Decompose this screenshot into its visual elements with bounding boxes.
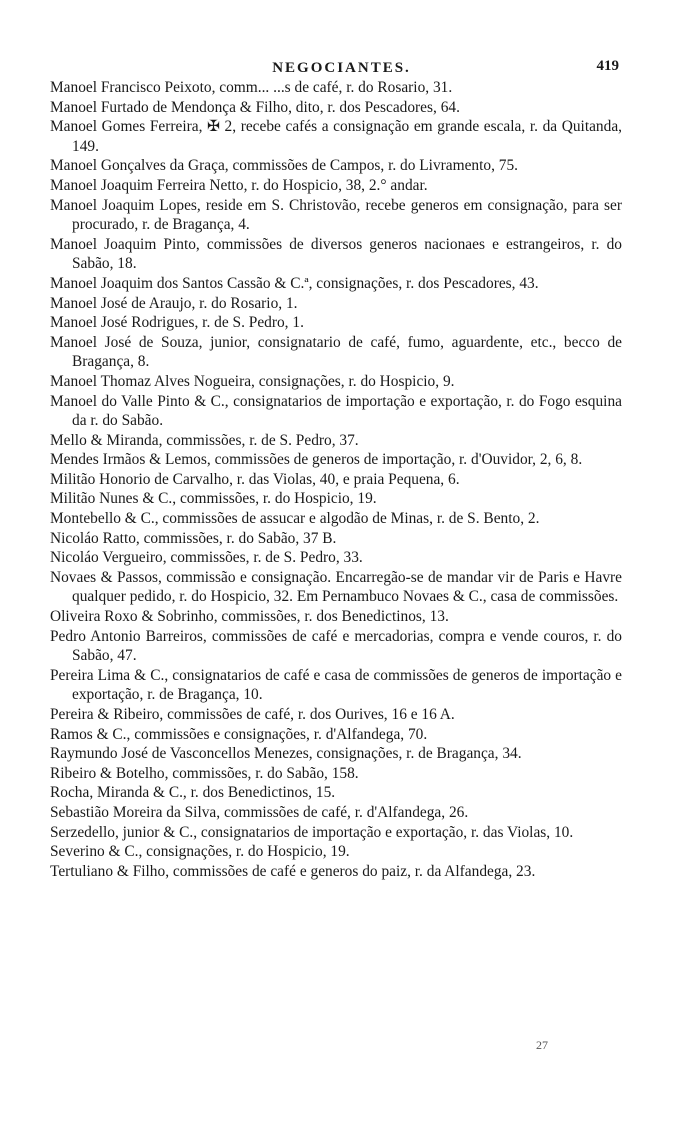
directory-entry: Nicoláo Ratto, commissões, r. do Sabão, 37 B. [50, 529, 337, 547]
directory-entry: Rocha, Miranda & C., r. dos Benedictinos, 15. [50, 784, 336, 802]
directory-entry: Manoel Joaquim Lopes, reside em S. Christovão, recebe generos em consignação, para ser procurado, r. de Bragança, 4. [50, 196, 622, 234]
directory-entry: Manoel Francisco Peixoto, comm... ...s de café, r. do Rosario, 31. [50, 79, 453, 96]
directory-entry: Raymundo José de Vasconcellos Menezes, consignações, r. de Bragança, 34. [50, 745, 522, 763]
directory-entry: Manoel do Valle Pinto & C., consignatarios de importação e exportação, r. do Fogo esquina da r. do Sabão. [50, 392, 622, 430]
page-number: 419 [596, 58, 619, 74]
directory-entry: Militão Nunes & C., commissões, r. do Hospicio, 19. [50, 490, 377, 508]
directory-entry: Nicoláo Vergueiro, commissões, r. de S. Pedro, 33. [50, 549, 363, 567]
directory-entry: Manoel José Rodrigues, r. de S. Pedro, 1. [50, 314, 304, 332]
directory-entry: Manoel Joaquim Pinto, commissões de diversos generos nacionaes e estrangeiros, r. do Sabão, 18. [50, 235, 622, 273]
directory-entry: Ribeiro & Botelho, commissões, r. do Sabão, 158. [50, 764, 359, 782]
directory-entry: Severino & C., consignações, r. do Hospicio, 19. [50, 843, 350, 861]
signature-mark: 27 [536, 1038, 548, 1052]
directory-entry: Serzedello, junior & C., consignatarios de importação e exportação, r. das Violas, 10. [50, 823, 574, 841]
directory-entry: Pedro Antonio Barreiros, commissões de café e mercadorias, compra e vende couros, r. do Sabão, 47. [50, 627, 622, 665]
page-header [0, 58, 683, 80]
directory-entry: Manoel Thomaz Alves Nogueira, consignações, r. do Hospicio, 9. [50, 372, 455, 390]
directory-entry: Tertuliano & Filho, commissões de café e generos do paiz, r. da Alfandega, 23. [50, 862, 536, 880]
directory-entry: Mendes Irmãos & Lemos, commissões de generos de importação, r. d'Ouvidor, 2, 6, 8. [50, 451, 583, 469]
directory-entry: Manoel José de Araujo, r. do Rosario, 1. [50, 294, 298, 312]
directory-entry: Manoel Gomes Ferreira, ✠ 2, recebe cafés a consignação em grande escala, r. da Quitanda, 149. [50, 118, 622, 155]
directory-entry: Montebello & C., commissões de assucar e algodão de Minas, r. de S. Bento, 2. [50, 510, 540, 528]
directory-entry: Sebastião Moreira da Silva, commissões de café, r. d'Alfandega, 26. [50, 803, 469, 821]
directory-entry: Militão Honorio de Carvalho, r. das Violas, 40, e praia Pequena, 6. [50, 470, 460, 488]
directory-entry: Manoel Joaquim Ferreira Netto, r. do Hospicio, 38, 2.° andar. [50, 176, 428, 194]
directory-entry: Mello & Miranda, commissões, r. de S. Pedro, 37. [50, 431, 359, 449]
section-title: NEGOCIANTES. [272, 60, 411, 76]
directory-entry: Novaes & Passos, commissão e consignação. Encarregão-se de mandar vir de Paris e Havre qualquer pedido, r. do Hospicio, 32. Em Pernambuco Novaes & C., casa de commissões. [50, 568, 622, 606]
directory-entry: Manoel José de Souza, junior, consignatario de café, fumo, aguardente, etc., becco de Bragança, 8. [50, 333, 622, 371]
directory-entry: Manoel Gonçalves da Graça, commissões de Campos, r. do Livramento, 75. [50, 157, 519, 175]
directory-entry: Pereira & Ribeiro, commissões de café, r. dos Ourives, 16 e 16 A. [50, 706, 455, 723]
directory-entry: Manoel Furtado de Mendonça & Filho, dito, r. dos Pescadores, 64. [50, 98, 460, 116]
directory-entry: Pereira Lima & C., consignatarios de café e casa de commissões de generos de importação e exportação, r. de Bragança, 10. [50, 666, 622, 704]
directory-entry: Ramos & C., commissões e consignações, r. d'Alfandega, 70. [50, 725, 428, 743]
directory-entry: Manoel Joaquim dos Santos Cassão & C.ª, consignações, r. dos Pescadores, 43. [50, 274, 539, 292]
directory-entry: Oliveira Roxo & Sobrinho, commissões, r. dos Benedictinos, 13. [50, 608, 449, 626]
directory-entries [50, 78, 622, 881]
